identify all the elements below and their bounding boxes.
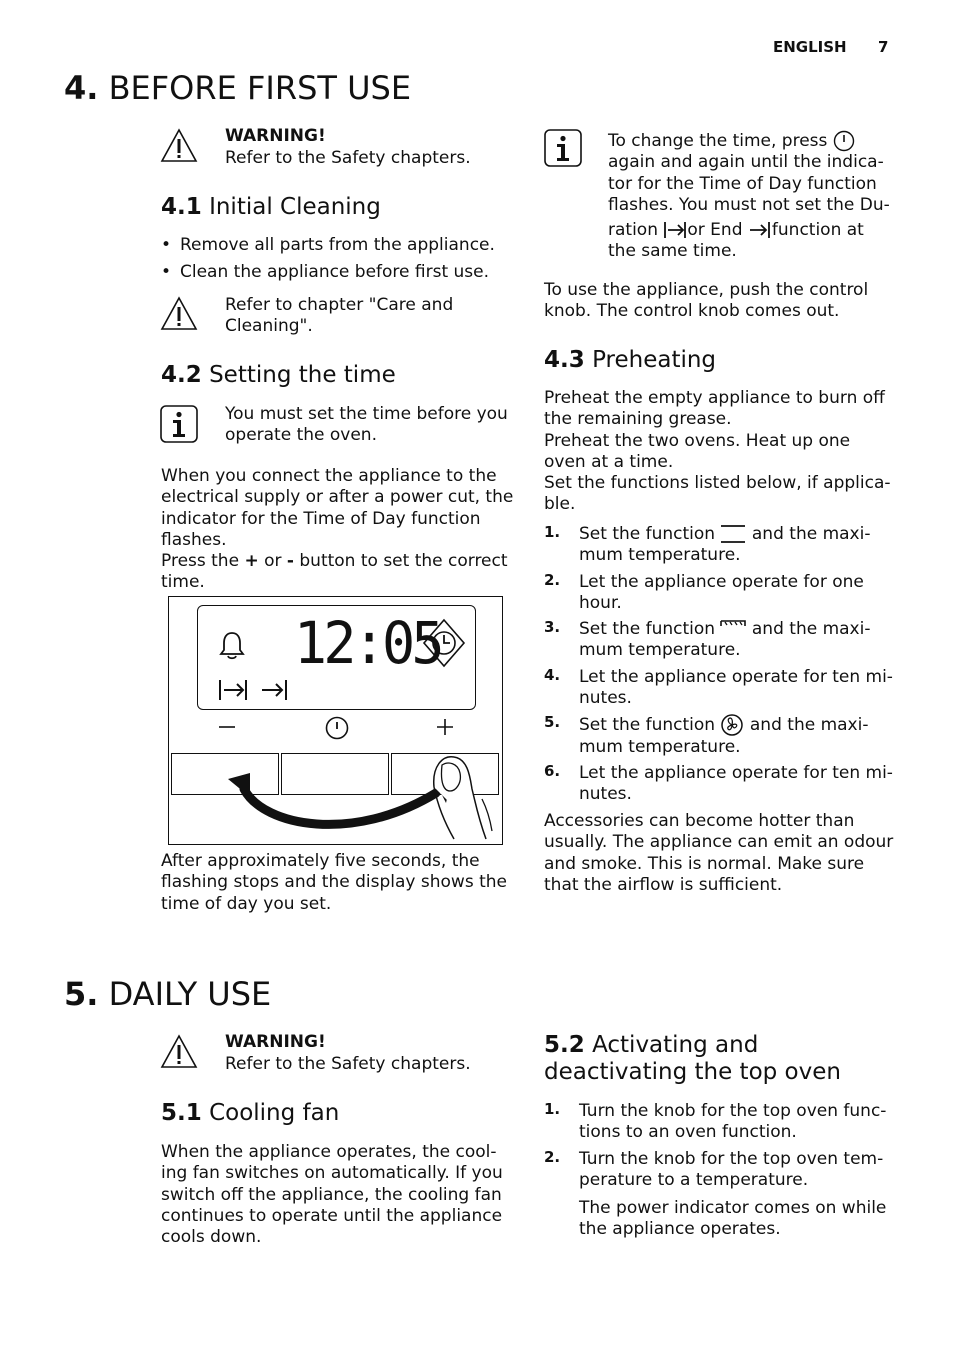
top-oven-steps — [544, 1101, 904, 1196]
list-item: 1. Turn the knob for the top oven func- tions to an oven function. — [544, 1100, 887, 1143]
list-item: 1. Set the function and the maxi- mum temperature. — [544, 523, 871, 566]
cleaning-list — [161, 235, 521, 289]
fan-icon — [720, 714, 744, 736]
header-language: ENGLISH — [773, 38, 847, 56]
power-cut-paragraph: When you connect the appliance to the electrical supply or after a power cut, the indicator for the Time of Day function flashes. Press the + or - button to set the correct time. — [161, 466, 514, 593]
top-bottom-heat-icon — [720, 524, 746, 544]
chapter-title: DAILY USE — [108, 975, 272, 1013]
care-note: Refer to chapter "Care and Cleaning". — [225, 295, 454, 337]
list-item: 2. Let the appliance operate for one hour. — [544, 570, 864, 613]
chapter-4-heading — [64, 70, 411, 106]
preheat-outro: Accessories can become hotter than usually. The appliance can emit an odour and smoke. This is normal. Make sure that the airflow is sufficient. — [544, 811, 894, 895]
info-icon — [544, 129, 582, 167]
section-5-2-heading: 5.2 Activating and deactivating the top oven — [544, 1032, 841, 1085]
control-panel-illustration — [168, 596, 503, 845]
page-number: 7 — [878, 38, 889, 56]
warning-icon — [160, 1034, 198, 1070]
chapter-5-heading — [64, 976, 271, 1012]
section-4-2-heading: 4.2 Setting the time — [161, 362, 396, 388]
time-readout: 12:05 — [293, 609, 441, 677]
list-item: 3. Set the function and the maxi- mum temperature. — [544, 618, 871, 661]
duration-icon — [218, 678, 248, 702]
list-item: 6. Let the appliance operate for ten mi- nutes. — [544, 761, 893, 805]
duration-icon — [663, 221, 687, 239]
list-item: • Remove all parts from the appliance. — [161, 235, 521, 256]
clock-display — [197, 605, 476, 710]
warning-text: Refer to the Safety chapters. — [225, 148, 471, 168]
info-note: You must set the time before you operate the oven. — [225, 404, 508, 446]
warning-label: WARNING! — [225, 1032, 326, 1052]
warning-icon — [160, 128, 198, 164]
chapter-number: 5. — [64, 975, 99, 1013]
change-time-note: To change the time, press again and again until the indica- tor for the Time of Day function flashes. You must not set the Du- ration or End function at the same time. — [608, 131, 890, 262]
list-item: 4. Let the appliance operate for ten mi- nutes. — [544, 665, 893, 709]
chapter-title: BEFORE FIRST USE — [108, 69, 412, 107]
warning-text: Refer to the Safety chapters. — [225, 1054, 471, 1074]
power-indicator-note: The power indicator comes on while the appliance operates. — [579, 1198, 887, 1240]
list-item: • Clean the appliance before first use. — [161, 262, 521, 283]
end-time-icon — [748, 221, 772, 239]
cooling-fan-paragraph: When the appliance operates, the cool- ing fan switches on automatically. If you switch off the appliance, the cooling fan continues to operate until the appliance cools down. — [161, 1142, 503, 1248]
section-4-3-heading: 4.3 Preheating — [544, 347, 717, 373]
after-setting-paragraph: After approximately five seconds, the flashing stops and the display shows the time of day you set. — [161, 851, 507, 914]
section-5-1-heading: 5.1 Cooling fan — [161, 1100, 340, 1126]
control-knob-paragraph: To use the appliance, push the control knob. The control knob comes out. — [544, 280, 869, 322]
bell-icon — [218, 630, 246, 660]
info-icon — [160, 405, 198, 443]
preheat-intro: Preheat the empty appliance to burn off the remaining grease. Preheat the two ovens. Heat up one oven at a time. Set the functions listed below, if applica- ble. — [544, 388, 891, 515]
preheat-steps — [544, 524, 904, 811]
grill-icon — [720, 619, 746, 639]
minus-icon — [217, 717, 237, 737]
clock-diamond-icon — [422, 618, 466, 668]
clock-button-icon — [833, 130, 855, 152]
list-item: 5. Set the function and the maxi- mum temperature. — [544, 713, 869, 757]
clock-button-icon — [324, 715, 350, 741]
chapter-number: 4. — [64, 69, 99, 107]
finger-press-illustration — [224, 747, 504, 842]
warning-label: WARNING! — [225, 126, 326, 146]
list-item: 2. Turn the knob for the top oven tem- perature to a temperature. — [544, 1147, 884, 1190]
warning-icon — [160, 296, 198, 332]
end-time-icon — [260, 678, 290, 702]
section-4-1-heading: 4.1 Initial Cleaning — [161, 194, 381, 220]
plus-icon — [435, 717, 455, 737]
